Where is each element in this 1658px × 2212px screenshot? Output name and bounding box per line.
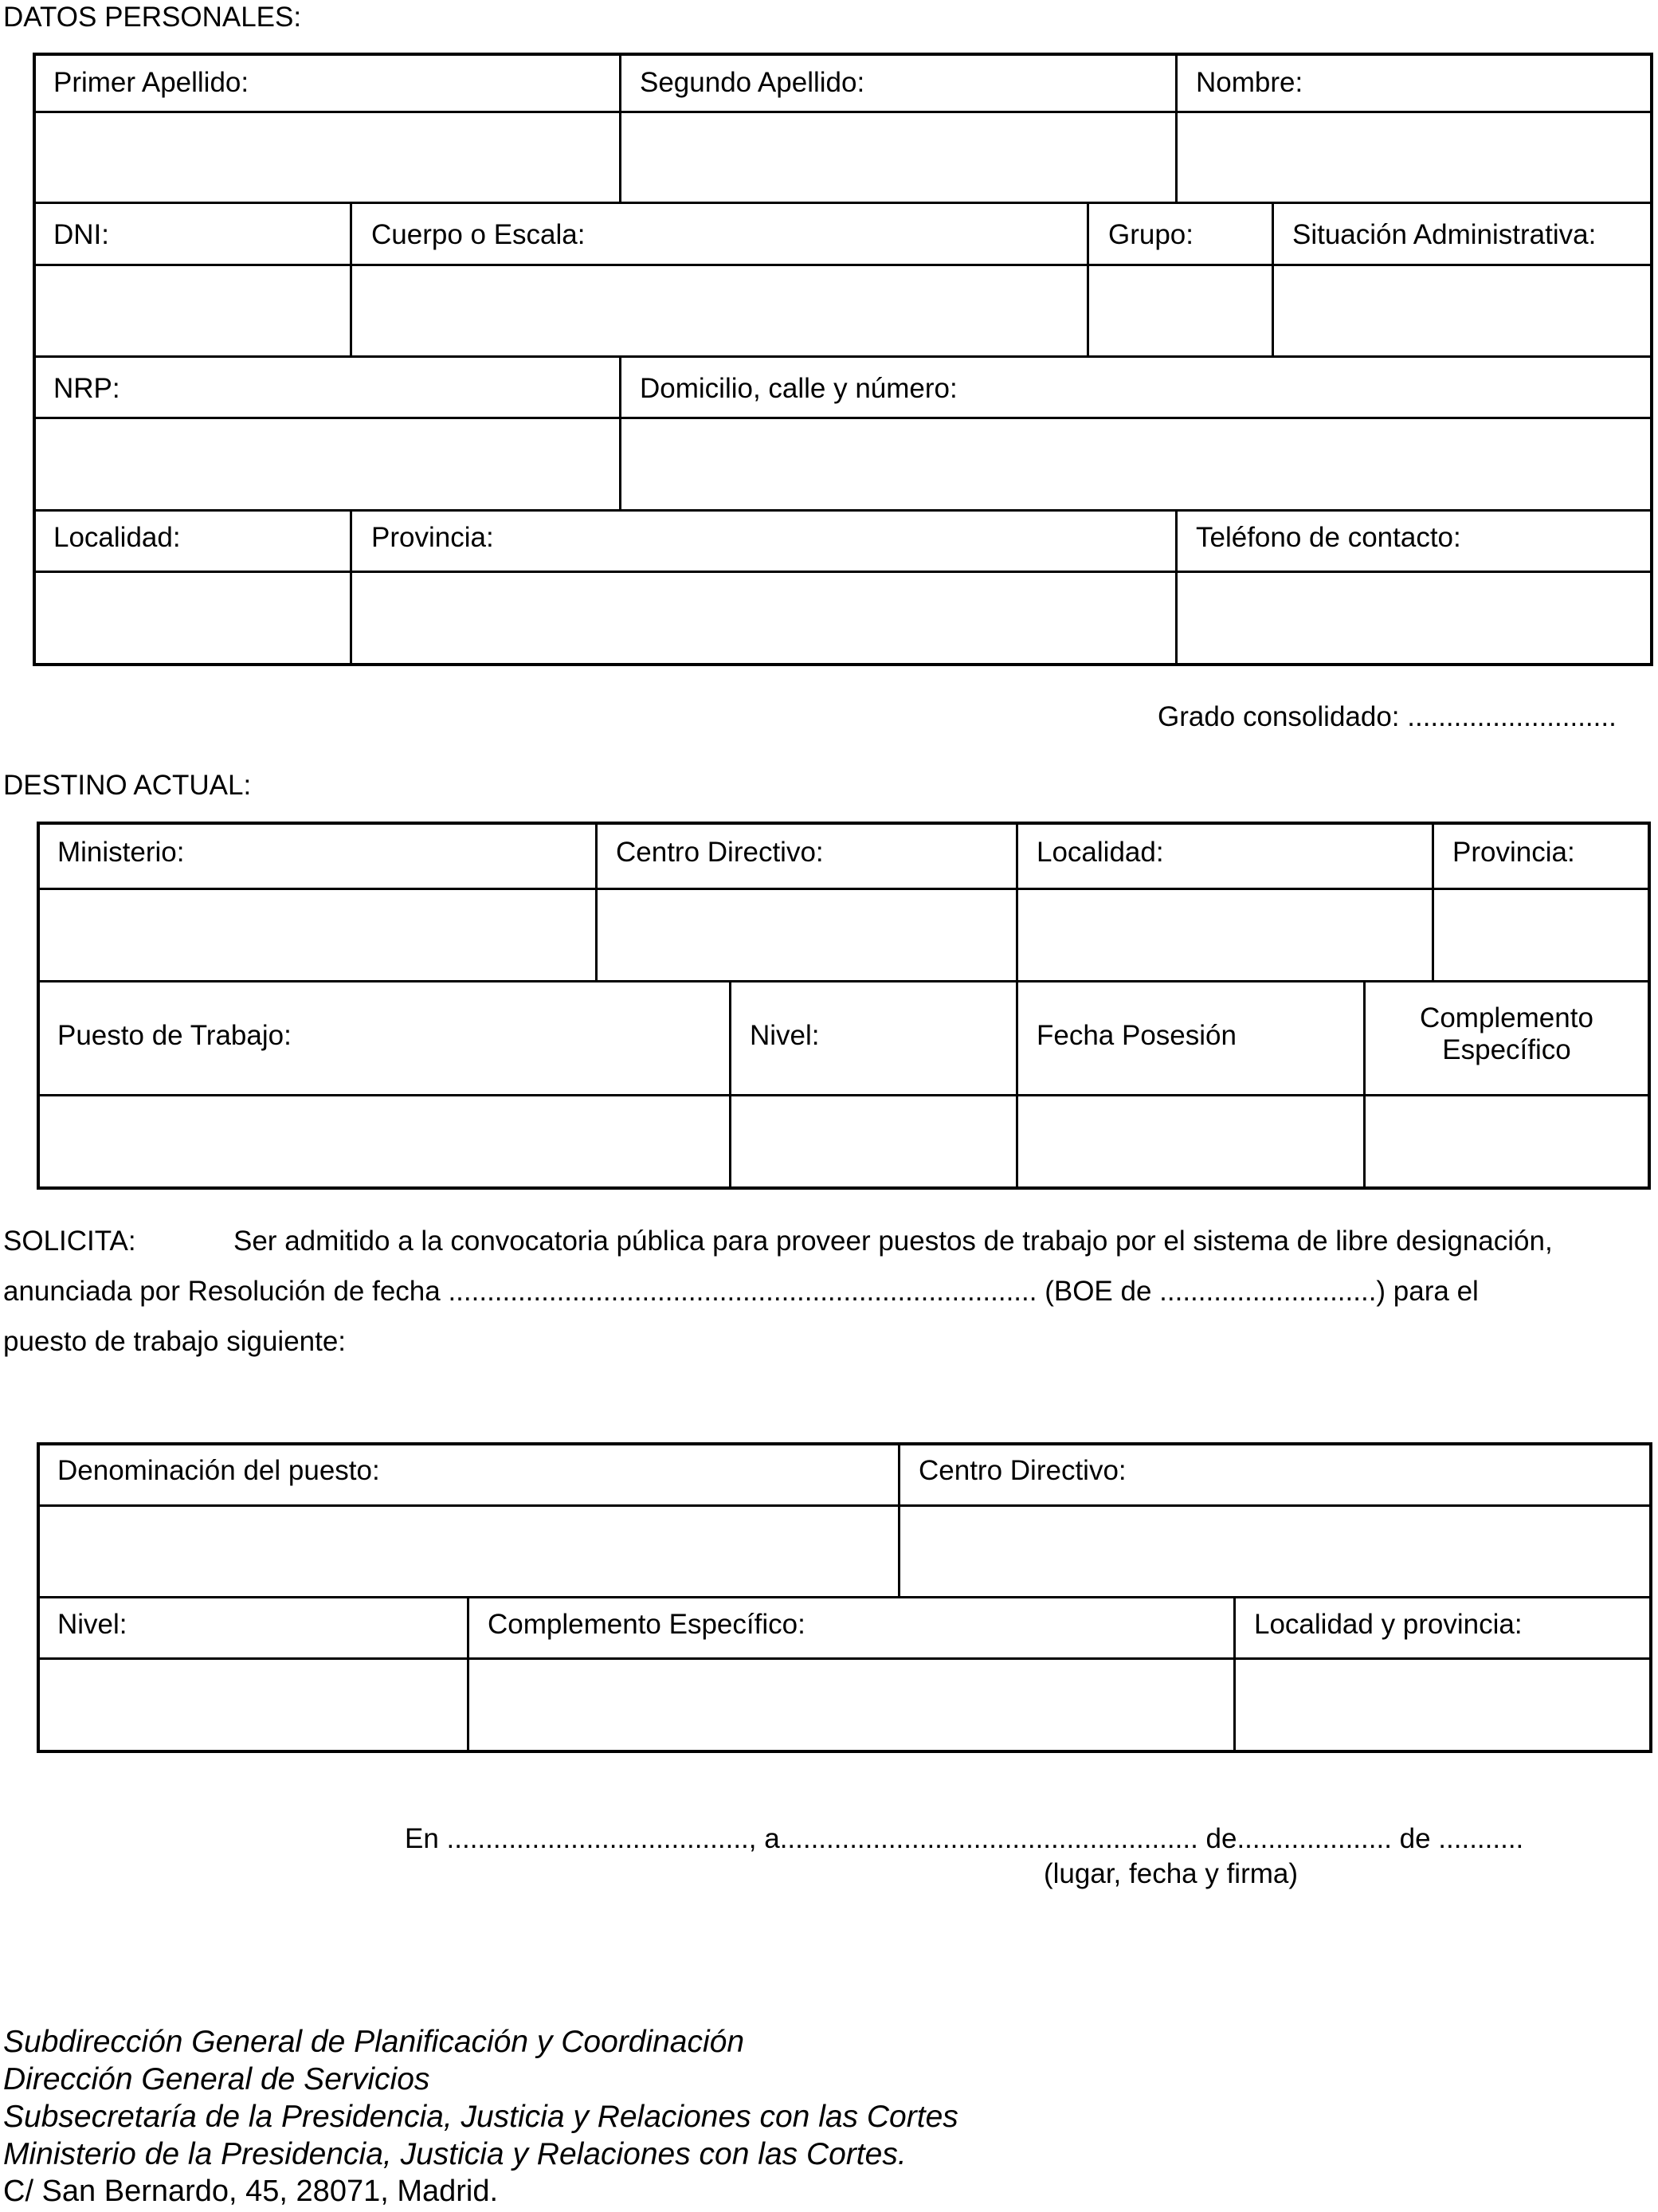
divider	[33, 509, 1653, 512]
input-nombre[interactable]	[1178, 113, 1650, 202]
footer-line-4: Ministerio de la Presidencia, Justicia y Relaciones con las Cortes.	[3, 2137, 907, 2171]
input-denominacion-puesto[interactable]	[40, 1507, 898, 1596]
divider	[33, 202, 1653, 204]
label-complemento-especifico: Complemento Específico	[1420, 1002, 1593, 1065]
input-primer-apellido[interactable]	[36, 113, 619, 202]
input-localidad[interactable]	[36, 573, 350, 663]
footer-line-2: Dirección General de Servicios	[3, 2062, 430, 2096]
input-nrp[interactable]	[36, 419, 619, 509]
label-complemento-especifico: Complemento Específico:	[488, 1609, 805, 1640]
label-cuerpo-escala: Cuerpo o Escala:	[371, 219, 586, 250]
input-centro-directivo[interactable]	[900, 1507, 1649, 1596]
footer-line-3: Subsecretaría de la Presidencia, Justicia y Relaciones con las Cortes	[3, 2100, 958, 2134]
label-nombre: Nombre:	[1196, 67, 1303, 98]
label-domicilio: Domicilio, calle y número:	[640, 373, 958, 404]
input-localidad-provincia[interactable]	[1236, 1660, 1649, 1750]
grado-consolidado: Grado consolidado: ...........................	[1158, 701, 1617, 732]
label-localidad: Localidad:	[1037, 837, 1164, 868]
input-dni[interactable]	[36, 266, 350, 355]
input-telefono[interactable]	[1178, 573, 1650, 663]
input-provincia[interactable]	[1434, 890, 1648, 980]
label-puesto-de-trabajo: Puesto de Trabajo:	[57, 1020, 292, 1051]
label-centro-directivo: Centro Directivo:	[616, 837, 824, 868]
label-primer-apellido: Primer Apellido:	[53, 67, 249, 98]
input-nivel[interactable]	[731, 1096, 1016, 1186]
firma-line: En ......................................., a...................................................... de.................... de ...........	[405, 1823, 1524, 1854]
section-title-datos-personales: DATOS PERSONALES:	[3, 2, 302, 33]
footer-address: C/ San Bernardo, 45, 28071, Madrid.	[3, 2175, 499, 2208]
solicita-line-1: Ser admitido a la convocatoria pública para proveer puestos de trabajo por el sistema de libre designación,	[233, 1226, 1553, 1257]
input-localidad[interactable]	[1018, 890, 1432, 980]
input-complemento-especifico[interactable]	[1366, 1096, 1648, 1186]
solicita-label: SOLICITA:	[3, 1226, 136, 1257]
label-nivel: Nivel:	[750, 1020, 820, 1051]
label-nrp: NRP:	[53, 373, 120, 404]
input-situacion-administrativa[interactable]	[1274, 266, 1650, 355]
solicita-line-2: anunciada por Resolución de fecha ............................................................................ (BOE de ............................) para el	[3, 1276, 1479, 1307]
divider	[33, 355, 1653, 358]
label-localidad: Localidad:	[53, 522, 181, 553]
label-localidad-provincia: Localidad y provincia:	[1254, 1609, 1523, 1640]
label-provincia: Provincia:	[1452, 837, 1575, 868]
input-ministerio[interactable]	[40, 890, 595, 980]
input-puesto-de-trabajo[interactable]	[40, 1096, 729, 1186]
input-centro-directivo[interactable]	[598, 890, 1016, 980]
input-provincia[interactable]	[352, 573, 1175, 663]
divider	[37, 980, 1651, 982]
label-situacion-administrativa: Situación Administrativa:	[1292, 219, 1597, 250]
label-dni: DNI:	[53, 219, 109, 250]
input-grupo[interactable]	[1089, 266, 1272, 355]
section-title-destino-actual: DESTINO ACTUAL:	[3, 770, 252, 801]
footer-line-1: Subdirección General de Planificación y Coordinación	[3, 2025, 745, 2059]
label-centro-directivo: Centro Directivo:	[919, 1455, 1127, 1486]
input-cuerpo-escala[interactable]	[352, 266, 1087, 355]
input-fecha-posesion[interactable]	[1018, 1096, 1363, 1186]
label-segundo-apellido: Segundo Apellido:	[640, 67, 865, 98]
input-nivel[interactable]	[40, 1660, 467, 1750]
label-denominacion-puesto: Denominación del puesto:	[57, 1455, 380, 1486]
firma-caption: (lugar, fecha y firma)	[1044, 1858, 1298, 1889]
label-nivel: Nivel:	[57, 1609, 127, 1640]
input-segundo-apellido[interactable]	[621, 113, 1175, 202]
label-ministerio: Ministerio:	[57, 837, 185, 868]
label-grupo: Grupo:	[1108, 219, 1194, 250]
input-domicilio[interactable]	[621, 419, 1650, 509]
divider	[37, 1596, 1652, 1598]
solicita-line-3: puesto de trabajo siguiente:	[3, 1326, 347, 1357]
label-provincia: Provincia:	[371, 522, 494, 553]
label-fecha-posesion: Fecha Posesión	[1037, 1020, 1237, 1051]
input-complemento-especifico[interactable]	[469, 1660, 1233, 1750]
label-telefono: Teléfono de contacto:	[1196, 522, 1461, 553]
